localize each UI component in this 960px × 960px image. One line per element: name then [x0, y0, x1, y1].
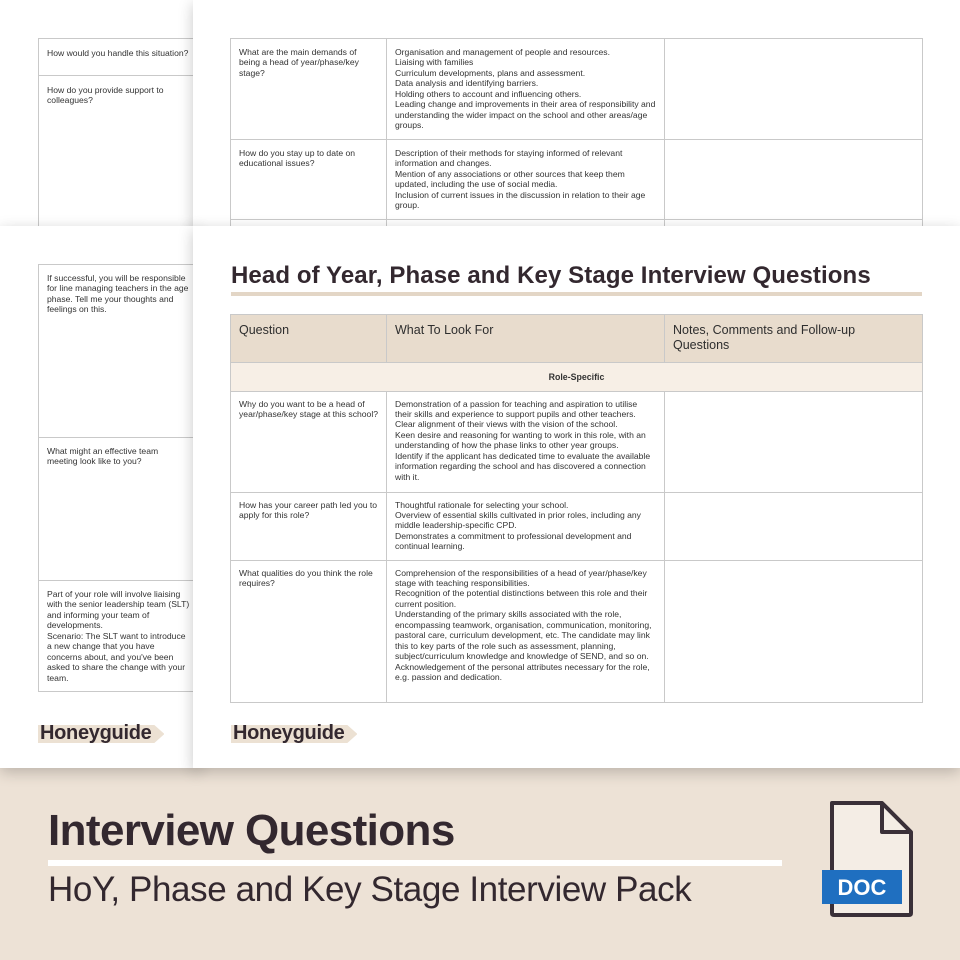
question-text: What might an effective team meeting look like to you? [47, 446, 159, 467]
look-for-text: Comprehension of the responsibilities of a head of year/phase/key stage with teaching responsibilities. Recognition of the potential distinctions between this role and their current position. Understanding of the primary skills associated with the role, encompassing teamwork, organisation, communication, monitoring, pastoral care, curriculum development, etc. The candidate may link this to key parts of the role such as assessment, planning, subject/curriculum knowledge and knowledge of SEND, and so on. Acknowledgement of the personal attributes necessary for the role, e.g. passion and dedication. [395, 567, 652, 683]
table-row [231, 560, 923, 702]
notes-cell [665, 39, 923, 140]
questions-table [230, 38, 923, 232]
table-header-row [231, 315, 923, 363]
title-underline [231, 292, 922, 296]
doc-file-icon [822, 800, 914, 918]
front-left-page [0, 226, 200, 768]
column-header: Question [231, 315, 387, 363]
question-text: How do you provide support to colleagues? [47, 85, 164, 106]
question-text: How do you stay up to date on educational issues? [239, 147, 356, 169]
section-row [231, 362, 923, 391]
question-text: How would you handle this situation? [47, 48, 189, 58]
question-cell [38, 264, 198, 438]
question-cell [231, 492, 387, 560]
notes-cell [665, 139, 923, 219]
honeyguide-logo [231, 722, 349, 745]
look-for-cell [387, 560, 665, 702]
column-header: What To Look For [387, 315, 665, 363]
look-for-text: Thoughtful rationale for selecting your school. Overview of essential skills cultivated in prior roles, including any middle leadership-specific CPD. Demonstrates a commitment to professional development and continual learning. [395, 499, 641, 552]
notes-cell [665, 560, 923, 702]
question-cell [231, 560, 387, 702]
question-cell [231, 391, 387, 492]
question-text: Part of your role will involve liaising with the senior leadership team (SLT) and informing your team of developments. Scenario: The SLT want to introduce a new change that you have concerns about, and you've been asked to share the change with your team. [47, 589, 190, 683]
banner-title: Interview Questions [48, 806, 455, 855]
question-text: How has your career path led you to apply for this role? [239, 499, 378, 520]
honeyguide-logo [38, 722, 156, 745]
question-text: Why do you want to be a head of year/phase/key stage at this school? [239, 398, 379, 419]
notes-cell [665, 391, 923, 492]
logo-text: Honeyguide [231, 722, 349, 744]
banner-divider [48, 860, 782, 866]
banner-subtitle: HoY, Phase and Key Stage Interview Pack [48, 870, 692, 909]
document-title: Head of Year, Phase and Key Stage Interview Questions [231, 262, 871, 289]
question-cell [231, 39, 387, 140]
doc-badge-label: DOC [837, 875, 887, 900]
look-for-text: Organisation and management of people and resources. Liaising with families Curriculum developments, plans and assessment. Data analysis and identifying barriers. Holding others to account and influencing others. Leading change and improvements in their area of responsibility and understanding the wider impact on the school and other areas/age groups. [395, 47, 656, 131]
questions-table [230, 314, 923, 703]
question-cell [231, 139, 387, 219]
table-row [231, 139, 923, 219]
question-text: What qualities do you think the role requires? [239, 567, 373, 588]
look-for-cell [387, 492, 665, 560]
section-label: Role-Specific [231, 362, 923, 391]
look-for-text: Description of their methods for staying informed of relevant information and changes. Mention of any associations or other sources that keep them updated, including the use of social media. Inclusion of current issues in the discussion in relation to their age group. [395, 147, 646, 211]
front-right-page [193, 226, 960, 768]
back-right-page [193, 0, 960, 232]
question-cell [38, 75, 198, 232]
look-for-cell [387, 391, 665, 492]
table-row [231, 39, 923, 140]
table-row [231, 391, 923, 492]
logo-text: Honeyguide [38, 722, 156, 744]
question-cell [38, 38, 198, 76]
question-cell [38, 580, 198, 692]
column-header: Notes, Comments and Follow-up Questions [665, 315, 923, 363]
back-left-page [0, 0, 200, 232]
look-for-cell [387, 139, 665, 219]
look-for-cell [387, 39, 665, 140]
question-text: What are the main demands of being a head of year/phase/key stage? [239, 47, 359, 78]
question-text: If successful, you will be responsible for line managing teachers in the age phase. Tell me your thoughts and feelings on this. [47, 273, 189, 315]
notes-cell [665, 492, 923, 560]
question-cell [38, 437, 198, 581]
table-row [231, 492, 923, 560]
look-for-text: Demonstration of a passion for teaching and aspiration to utilise their skills and experience to support pupils and other teachers. Clear alignment of their views with the vision of the school. Keen desire and reasoning for wanting to work in this role, with an understanding of how the phase links to other year groups. Identify if the applicant has dedicated time to evaluate the available information regarding the school and has discovered a connection with it. [395, 398, 651, 482]
